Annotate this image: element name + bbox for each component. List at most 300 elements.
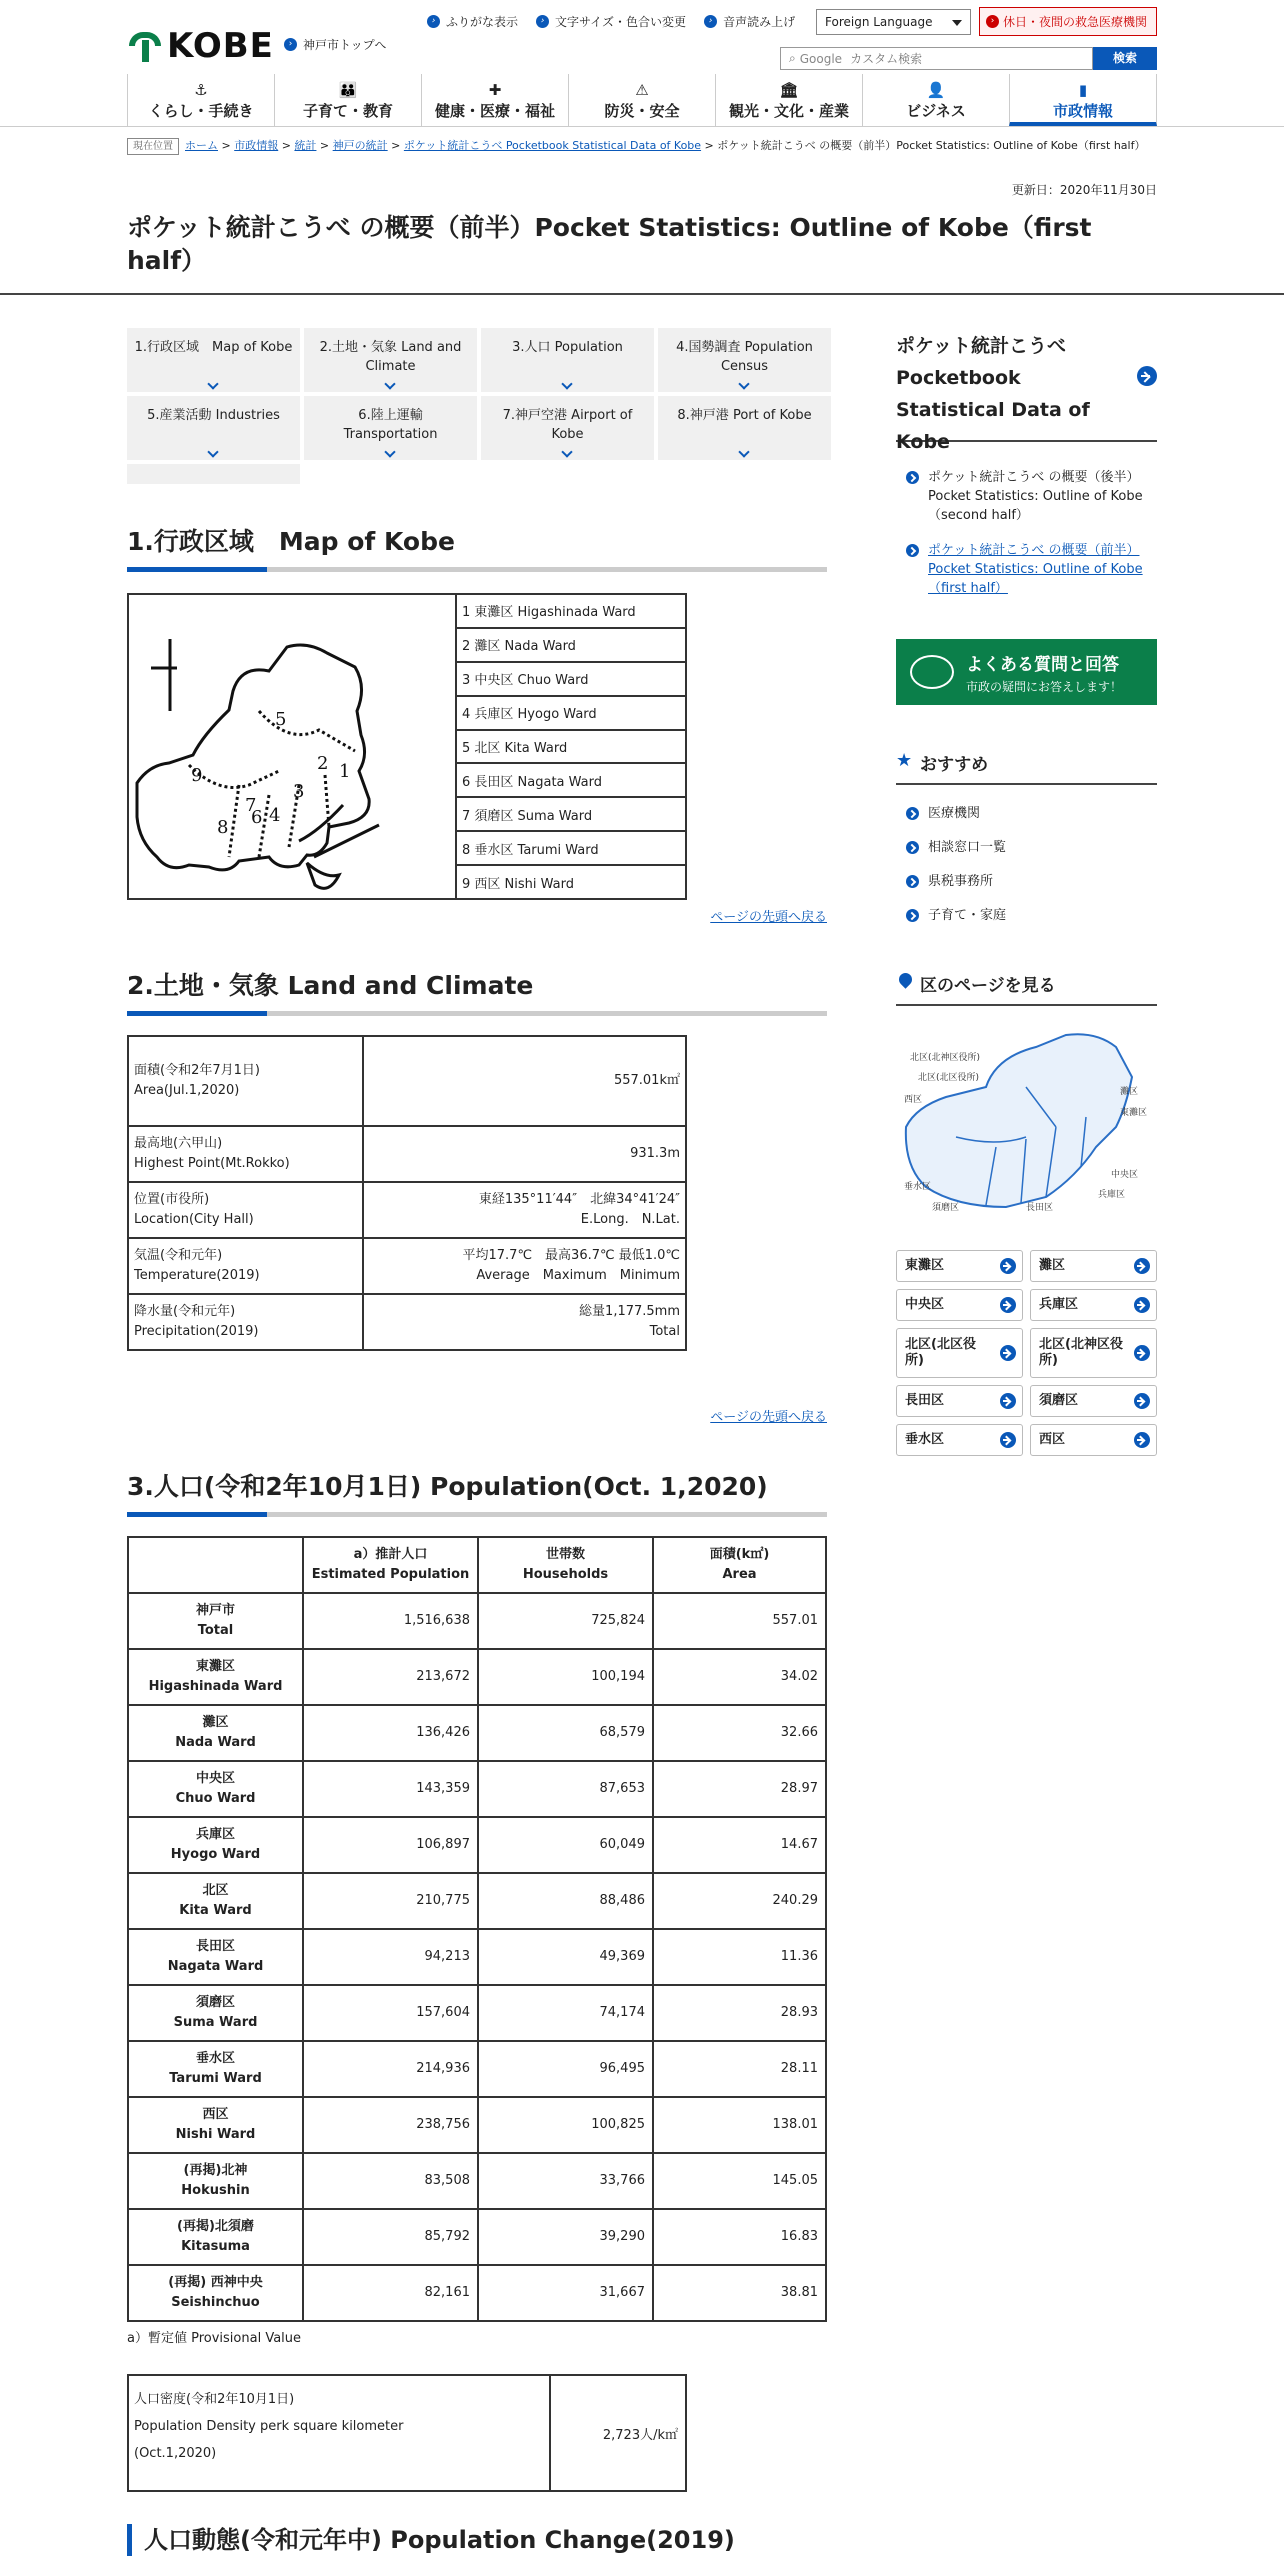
arrow-right-icon: ›: [704, 15, 717, 28]
row-header: [128, 1593, 303, 1649]
density-label-en: Population Density perk square kilometer: [134, 2419, 404, 2434]
table-cell: 14.67: [653, 1817, 826, 1873]
table-cell: 60,049: [478, 1817, 653, 1873]
map-label: 東灘区: [1120, 1108, 1148, 1118]
arrow-right-icon: [1000, 1393, 1016, 1409]
table-cell: 38.81: [653, 2265, 826, 2321]
tab-land[interactable]: [304, 328, 477, 392]
arrow-right-icon: ›: [536, 15, 549, 28]
ward-row: 9 西区 Nishi Ward: [462, 876, 574, 892]
recommend-label: 相談窓口一覧: [928, 840, 1007, 855]
row-header: [128, 2265, 303, 2321]
arrow-right-icon: [1000, 1258, 1016, 1274]
sidebar-link-first-half[interactable]: [906, 541, 1156, 598]
row-value: 平均17.7℃ 最高36.7℃ 最低1.0℃: [462, 1248, 680, 1263]
ward-button-label: 東灘区: [905, 1258, 945, 1273]
search-icon: ⌕: [789, 51, 796, 65]
map-number: 7: [245, 795, 257, 816]
table-cell: 157,604: [303, 1985, 478, 2041]
row-value: 931.3m: [630, 1146, 680, 1161]
ward-button-tarumi[interactable]: [896, 1424, 1023, 1456]
header-ja: 世帯数: [545, 1547, 585, 1562]
row-header: [128, 1761, 303, 1817]
table-row: [128, 1238, 686, 1294]
row-header: [128, 2041, 303, 2097]
back-to-top-text[interactable]: ページの先頭へ戻る: [710, 1410, 827, 1425]
header-ja: 面積(k㎡): [709, 1547, 770, 1562]
chevron-down-icon: [738, 378, 749, 389]
map-number: 3: [293, 781, 305, 802]
sidebar-link-label: ポケット統計こうべ の概要（後半）Pocket Statistics: Outline of Kobe（second half）: [928, 470, 1143, 523]
row-name-ja: 兵庫区: [195, 1827, 235, 1842]
recommend-title: おすすめ: [920, 755, 989, 775]
nav-label: 健康・医療・福祉: [434, 102, 555, 120]
recommend-label: 医療機関: [928, 806, 981, 821]
arrow-right-icon: [906, 841, 919, 854]
sidebar-title[interactable]: [896, 330, 1157, 453]
ward-button-chuo[interactable]: [896, 1289, 1023, 1321]
arrow-right-icon: [906, 807, 919, 820]
title-divider: [0, 293, 1284, 295]
table-row: [128, 1649, 826, 1705]
row-value-sub: E.Long. N.Lat.: [580, 1212, 680, 1227]
row-name-en: Tarumi Ward: [169, 2071, 262, 2086]
ward-button-label: 中央区: [905, 1297, 945, 1312]
breadcrumb-current: ポケット統計こうべ の概要（前半）Pocket Statistics: Outline of Kobe（first half）: [717, 139, 1146, 152]
row-name-en: Chuo Ward: [175, 1791, 256, 1806]
star-icon: ★: [896, 750, 913, 771]
ward-button-label: 北区(北神区役所): [1039, 1337, 1123, 1368]
sidebar-link-second-half[interactable]: [906, 468, 1156, 525]
map-label: 兵庫区: [1098, 1190, 1126, 1200]
arrow-right-icon: ›: [986, 15, 999, 28]
kobe-ward-map: [129, 595, 457, 898]
nav-label: ビジネス: [906, 102, 966, 120]
map-number: 2: [317, 753, 329, 774]
ward-pages-heading: [896, 971, 1157, 1006]
section-map-heading: 1.行政区域 Map of Kobe: [127, 527, 455, 556]
search-button[interactable]: 検索: [1093, 47, 1157, 70]
ward-button-nishi[interactable]: [1030, 1424, 1157, 1456]
nav-label: 市政情報: [1052, 102, 1113, 120]
nav-city-admin[interactable]: [1009, 74, 1157, 126]
arrow-right-icon: [1000, 1432, 1016, 1448]
faq-title: よくある質問と回答: [966, 654, 1119, 675]
row-name-ja: 長田区: [195, 1939, 235, 1954]
nav-disaster[interactable]: [568, 74, 715, 126]
chevron-down-icon: [384, 378, 395, 389]
map-number: 9: [191, 765, 203, 786]
row-name-en: Total: [197, 1623, 234, 1638]
faq-banner[interactable]: [896, 639, 1157, 705]
chevron-down-icon: [738, 446, 749, 457]
ward-button-label: 垂水区: [905, 1432, 945, 1447]
nav-health[interactable]: [421, 74, 568, 126]
map-label: 須磨区: [932, 1203, 960, 1213]
global-nav: [127, 74, 1157, 126]
city-top-link[interactable]: [284, 36, 386, 53]
ward-row: 1 東灘区 Higashinada Ward: [457, 595, 685, 629]
map-label: 北区(北神区役所): [910, 1053, 981, 1063]
header-ja: a）推計人口: [353, 1547, 428, 1562]
read-aloud-label: 音声読み上げ: [723, 15, 796, 29]
table-row: [128, 2041, 826, 2097]
breadcrumb-home[interactable]: ホーム: [185, 139, 218, 152]
ward-buttons: [896, 1250, 1157, 1456]
row-name-ja: 西区: [202, 2107, 229, 2122]
text-size-link[interactable]: [536, 13, 686, 30]
tab-label: 4.国勢調査 Population Census: [676, 340, 813, 374]
header-en: Households: [522, 1567, 609, 1582]
table-header: [303, 1537, 478, 1593]
row-header: [128, 1873, 303, 1929]
table-cell: 49,369: [478, 1929, 653, 1985]
row-name-en: Hokushin: [181, 2183, 250, 2198]
row-header: [128, 1985, 303, 2041]
table-row: [128, 1126, 686, 1182]
table-cell: [363, 1294, 686, 1350]
table-cell: [128, 1182, 363, 1238]
nav-tourism[interactable]: [715, 74, 862, 126]
section-underline: [127, 1512, 827, 1517]
header-en: Area: [722, 1567, 757, 1582]
map-label: 灘区: [1120, 1087, 1139, 1097]
density-label-date: (Oct.1,2020): [134, 2446, 217, 2461]
tab-label: 7.神戸空港 Airport of Kobe: [502, 408, 633, 442]
tab-airport[interactable]: [481, 396, 654, 460]
map-number: 4: [269, 805, 281, 826]
kobe-mark-icon: [127, 30, 163, 62]
table-cell: 88,486: [478, 1873, 653, 1929]
nav-label: 観光・文化・産業: [728, 102, 849, 120]
row-label-en: Area(Jul.1,2020): [134, 1083, 240, 1098]
tab-map[interactable]: [127, 328, 300, 392]
table-cell: [363, 1182, 686, 1238]
sidebar-link-label[interactable]: ポケット統計こうべ の概要（前半）Pocket Statistics: Outline of Kobe（first half）: [928, 543, 1143, 596]
map-label: 中央区: [1111, 1170, 1139, 1180]
map-number: 5: [275, 709, 287, 730]
table-row: [128, 1873, 826, 1929]
row-name-en: Nagata Ward: [167, 1959, 264, 1974]
arrow-right-icon: [906, 544, 919, 557]
ward-button-label: 灘区: [1039, 1258, 1066, 1273]
ward-button-label: 兵庫区: [1039, 1297, 1079, 1312]
table-cell: [128, 1238, 363, 1294]
table-cell: 32.66: [653, 1705, 826, 1761]
chevron-down-icon: [384, 446, 395, 457]
table-cell: 725,824: [478, 1593, 653, 1649]
table-cell: 39,290: [478, 2209, 653, 2265]
recommend-heading: [896, 750, 1157, 785]
table-row: [128, 1985, 826, 2041]
table-row: [128, 2153, 826, 2209]
row-name-ja: 垂水区: [195, 2051, 235, 2066]
table-cell: 138.01: [653, 2097, 826, 2153]
table-cell: [363, 1126, 686, 1182]
faq-subtitle: 市政の疑問にお答えします！: [966, 679, 1123, 694]
breadcrumb-kobe-statistics[interactable]: 神戸の統計: [332, 139, 388, 152]
breadcrumb-statistics[interactable]: 統計: [294, 139, 317, 152]
ward-button-higashinada[interactable]: [896, 1250, 1023, 1282]
ward-mini-map-graphic: [896, 1027, 1157, 1220]
table-cell: [128, 1294, 363, 1350]
ward-button-nada[interactable]: [1030, 1250, 1157, 1282]
arrow-right-icon: [1137, 366, 1157, 386]
ward-button-label: 北区(北区役所): [905, 1337, 976, 1368]
ward-button-nagata[interactable]: [896, 1385, 1023, 1417]
medical-icon: ✚: [488, 81, 502, 99]
sidebar-title-text: ポケット統計こうべ Pocketbook Statistical Data of Kobe: [896, 335, 1090, 453]
table-cell: 74,174: [478, 1985, 653, 2041]
arrow-right-icon: ›: [427, 15, 440, 28]
table-cell: 16.83: [653, 2209, 826, 2265]
tab-population[interactable]: [481, 328, 654, 392]
ward-button-label: 西区: [1039, 1432, 1066, 1447]
density-value: 2,723人/k㎡: [602, 2427, 678, 2443]
breadcrumb: 現在位置 ホーム > 市政情報 > 統計 > 神戸の統計 > ポケット統計こうべ Pocketbook Statistical Data of Kobe > ポケット統計こうべ の概要（前半）Pocket Statistics: Outline of Kobe（first half）: [127, 136, 1157, 156]
updated-date: 更新日：2020年11月30日: [1011, 183, 1157, 197]
section-underline: [127, 1011, 827, 1016]
header: [127, 0, 1157, 126]
utility-links: [427, 13, 795, 30]
table-cell: 85,792: [303, 2209, 478, 2265]
row-label-ja: 最高地(六甲山): [134, 1136, 223, 1151]
section-underline: [127, 567, 827, 572]
tab-empty: [127, 464, 300, 484]
back-to-top-link[interactable]: [127, 906, 827, 925]
arrow-right-icon: [1134, 1297, 1150, 1313]
map-label: 垂水区: [904, 1182, 932, 1192]
row-label-ja: 降水量(令和元年): [134, 1304, 236, 1319]
language-select[interactable]: Foreign Language: [816, 9, 971, 35]
row-value: 557.01k㎡: [613, 1073, 680, 1088]
row-header: [128, 2209, 303, 2265]
table-cell: 96,495: [478, 2041, 653, 2097]
table-row: [128, 1929, 826, 1985]
ward-row: 2 灘区 Nada Ward: [457, 629, 685, 663]
tab-label: 5.産業活動 Industries: [147, 408, 280, 423]
tab-port[interactable]: [658, 396, 831, 460]
table-cell: 33,766: [478, 2153, 653, 2209]
row-value-sub: Average Maximum Minimum: [476, 1268, 680, 1283]
row-header: [128, 2153, 303, 2209]
breadcrumb-now-label: 現在位置: [127, 138, 179, 155]
recommend-label: 県税事務所: [928, 874, 994, 889]
back-to-top-text[interactable]: ページの先頭へ戻る: [710, 910, 827, 925]
search-placeholder: カスタム検索: [850, 52, 923, 66]
table-row: [128, 1705, 826, 1761]
row-label-en: Location(City Hall): [134, 1212, 254, 1227]
table-header: [478, 1537, 653, 1593]
row-name-ja: 須磨区: [195, 1995, 235, 2010]
arrow-right-icon: [1134, 1345, 1150, 1361]
row-name-ja: 中央区: [195, 1771, 235, 1786]
map-label: 長田区: [1026, 1203, 1054, 1213]
population-rows: [128, 1593, 826, 2321]
text-size-label: 文字サイズ・色合い変更: [555, 15, 687, 29]
tab-industries[interactable]: [127, 396, 300, 460]
row-name-en: Seishinchuo: [171, 2295, 260, 2310]
table-cell: 213,672: [303, 1649, 478, 1705]
arrow-right-icon: ›: [284, 38, 297, 51]
row-header: [128, 1705, 303, 1761]
tab-label: 2.土地・気象 Land and Climate: [319, 340, 462, 374]
anchor-icon: ⚓: [194, 81, 208, 99]
header-en: Estimated Population: [311, 1567, 470, 1582]
row-name-en: Kitasuma: [181, 2239, 250, 2254]
nav-childcare[interactable]: [274, 74, 421, 126]
ward-button-label: 長田区: [905, 1393, 945, 1408]
nav-label: 防災・安全: [604, 102, 680, 120]
table-cell: 210,775: [303, 1873, 478, 1929]
row-label-en: Temperature(2019): [134, 1268, 260, 1283]
ward-row: 3 中央区 Chuo Ward: [457, 663, 685, 697]
page-title: ポケット統計こうべ の概要（前半）Pocket Statistics: Outline of Kobe（first half）: [127, 213, 1092, 275]
map-table: [127, 593, 687, 900]
recommend-tax-office[interactable]: [906, 872, 1156, 891]
row-header: [128, 2097, 303, 2153]
furigana-link[interactable]: [427, 13, 518, 30]
chevron-down-icon: [561, 378, 572, 389]
table-row: [128, 1294, 686, 1350]
city-top-label: 神戸市トップへ: [303, 38, 387, 52]
map-label: 北区(北区役所): [918, 1073, 980, 1083]
row-label-ja: 位置(市役所): [134, 1192, 210, 1207]
ward-row: 4 兵庫区 Hyogo Ward: [457, 697, 685, 731]
recommend-label: 子育て・家庭: [928, 908, 1007, 923]
header-divider: [0, 126, 1284, 127]
row-name-ja: 灘区: [202, 1715, 229, 1730]
map-number: 1: [339, 761, 351, 782]
nav-label: くらし・手続き: [148, 102, 254, 120]
density-label-ja: 人口密度(令和2年10月1日): [134, 2392, 295, 2407]
table-header: [128, 1537, 303, 1593]
table-cell: 68,579: [478, 1705, 653, 1761]
nav-label: 子育て・教育: [302, 102, 393, 120]
arrow-right-icon: [906, 875, 919, 888]
emergency-label: 休日・夜間の救急医療機関: [1003, 15, 1148, 29]
arrow-right-icon: [1134, 1258, 1150, 1274]
arrow-right-icon: [906, 471, 919, 484]
table-cell: 145.05: [653, 2153, 826, 2209]
table-row: [128, 2097, 826, 2153]
table-cell: 31,667: [478, 2265, 653, 2321]
search-brand: Google: [799, 51, 843, 66]
row-name-ja: 北区: [202, 1883, 229, 1898]
row-value: 東経135°11′44″ 北緯34°41′24″: [478, 1192, 680, 1207]
emergency-medical-button[interactable]: [979, 7, 1157, 36]
table-row: [128, 1036, 686, 1126]
ward-button-suma[interactable]: [1030, 1385, 1157, 1417]
arrow-right-icon: [1134, 1432, 1150, 1448]
search-input[interactable]: [780, 47, 1093, 70]
row-name-ja: (再掲) 西神中央: [168, 2275, 263, 2290]
tab-census[interactable]: [658, 328, 831, 392]
provisional-note: a）暫定値 Provisional Value: [127, 2331, 302, 2346]
table-cell: 238,756: [303, 2097, 478, 2153]
row-name-ja: 東灘区: [195, 1659, 235, 1674]
nav-business[interactable]: [862, 74, 1009, 126]
arrow-right-icon: [906, 909, 919, 922]
map-label: 西区: [904, 1095, 923, 1105]
arrow-right-icon: [1000, 1297, 1016, 1313]
back-to-top-link[interactable]: [127, 1406, 827, 1425]
row-name-en: Nada Ward: [175, 1735, 256, 1750]
row-name-en: Kita Ward: [179, 1903, 252, 1918]
row-label-en: Precipitation(2019): [134, 1324, 259, 1339]
row-name-ja: 神戸市: [195, 1603, 235, 1618]
row-name-en: Hyogo Ward: [170, 1847, 261, 1862]
chevron-down-icon: [207, 446, 218, 457]
table-cell: 136,426: [303, 1705, 478, 1761]
recommend-consult[interactable]: [906, 838, 1156, 857]
family-icon: 👪: [338, 81, 358, 99]
table-cell: 87,653: [478, 1761, 653, 1817]
row-label-ja: 気温(令和元年): [134, 1248, 223, 1263]
table-row: [128, 1182, 686, 1238]
tab-label: 6.陸上運輸 Transportation: [343, 408, 438, 442]
table-cell: 1,516,638: [303, 1593, 478, 1649]
table-cell: 82,161: [303, 2265, 478, 2321]
logo-text: KOBE: [167, 26, 274, 66]
chevron-down-icon: [561, 446, 572, 457]
ward-button-kita[interactable]: [896, 1328, 1023, 1378]
ward-button-kita-hokushin[interactable]: [1030, 1328, 1157, 1378]
building-icon: 🏛: [779, 81, 799, 99]
section-tabs: [127, 328, 827, 484]
population-table: [127, 1536, 827, 2322]
tab-label: 8.神戸港 Port of Kobe: [677, 408, 812, 423]
read-aloud-link[interactable]: [704, 13, 795, 30]
nav-living[interactable]: [127, 74, 274, 126]
table-cell: 83,508: [303, 2153, 478, 2209]
breadcrumb-pocketbook[interactable]: ポケット統計こうべ Pocketbook Statistical Data of Kobe: [403, 139, 702, 152]
row-name-ja: (再掲)北神: [183, 2163, 248, 2178]
recommend-childcare[interactable]: [906, 906, 1156, 925]
row-header: [128, 1649, 303, 1705]
table-row: [128, 1761, 826, 1817]
table-cell: 214,936: [303, 2041, 478, 2097]
row-name-ja: (再掲)北須磨: [177, 2219, 254, 2234]
tab-transport[interactable]: [304, 396, 477, 460]
map-pin-icon: [896, 970, 914, 988]
warning-icon: ⚠: [635, 81, 649, 99]
recommend-medical[interactable]: [906, 804, 1156, 823]
ward-mini-map[interactable]: [896, 1027, 1157, 1220]
table-row: [128, 2209, 826, 2265]
table-cell: 28.93: [653, 1985, 826, 2041]
table-cell: 11.36: [653, 1929, 826, 1985]
table-cell: 28.97: [653, 1761, 826, 1817]
ward-row: 7 須磨区 Suma Ward: [457, 798, 685, 832]
tab-label: 1.行政区域 Map of Kobe: [134, 340, 293, 355]
table-cell: 240.29: [653, 1873, 826, 1929]
row-header: [128, 1929, 303, 1985]
ward-row: 5 北区 Kita Ward: [457, 731, 685, 765]
ward-button-hyogo[interactable]: [1030, 1289, 1157, 1321]
table-cell: 28.11: [653, 2041, 826, 2097]
table-cell: 94,213: [303, 1929, 478, 1985]
density-table: [127, 2374, 687, 2492]
ward-row: 8 垂水区 Tarumi Ward: [457, 832, 685, 866]
map-number: 6: [251, 807, 263, 828]
breadcrumb-city-admin[interactable]: 市政情報: [234, 139, 279, 152]
table-cell: 100,825: [478, 2097, 653, 2153]
ward-pages-title: 区のページを見る: [920, 976, 1056, 996]
kobe-logo[interactable]: [127, 26, 274, 66]
speech-bubble-icon: [910, 655, 954, 689]
table-row: [128, 1817, 826, 1873]
